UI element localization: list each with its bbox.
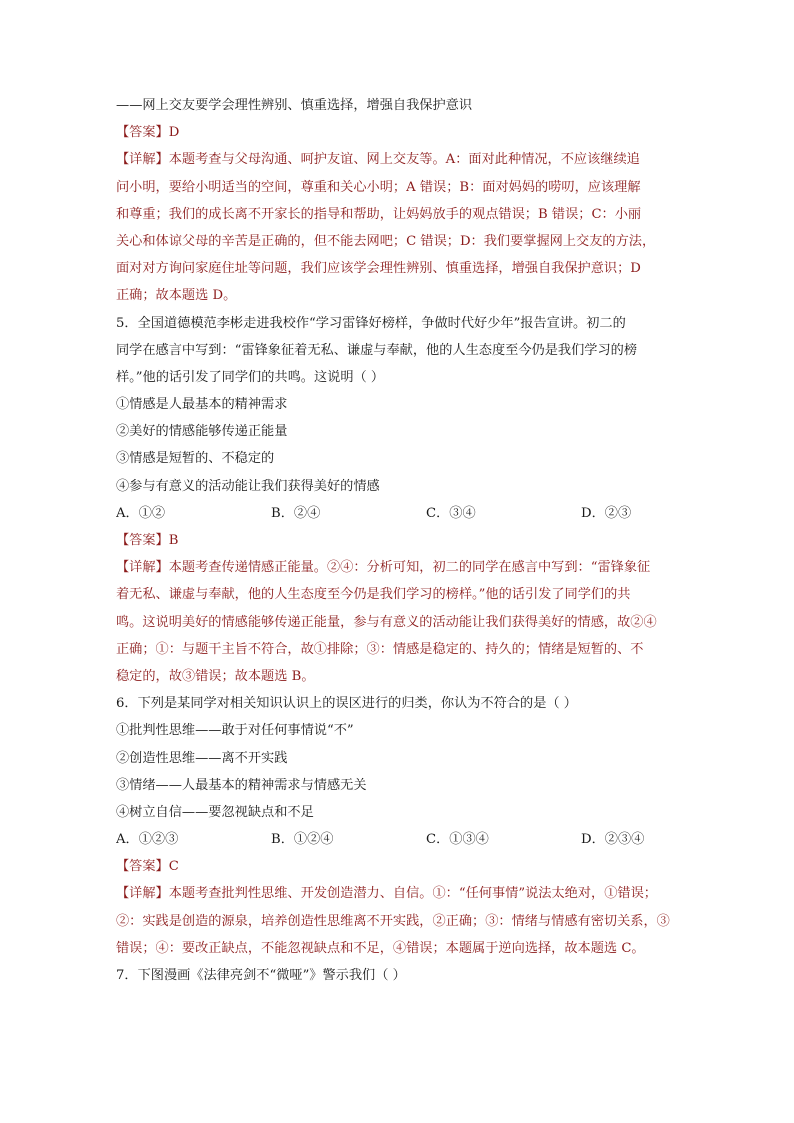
question-line: 6．下列是某同学对相关知识认识上的误区进行的归类，你认为不符合的是（ ） xyxy=(116,696,577,712)
statement-line: ④树立自信——要忽视缺点和不足 xyxy=(116,804,314,820)
statement-line: ④参与有意义的活动能让我们获得美好的情感 xyxy=(116,478,380,494)
answer-line: 【答案】C xyxy=(116,859,179,875)
option-d: D．②③ xyxy=(581,505,632,521)
option-c: C．③④ xyxy=(426,505,476,521)
explanation-line: 正确；①：与题干主旨不符合，故①排除；③：情感是稳定的、持久的；情绪是短暂的、不 xyxy=(116,641,644,657)
statement-line: ②创造性思维——离不开实践 xyxy=(116,750,288,766)
statement-line: ③情感是短暂的、不稳定的 xyxy=(116,451,275,467)
explanation-line: 稳定的，故③错误；故本题选 B。 xyxy=(116,668,315,684)
explanation-line: 和尊重；我们的成长离不开家长的指导和帮助，让妈妈放手的观点错误；B 错误；C：小丽 xyxy=(116,206,642,222)
statement-line: ②美好的情感能够传递正能量 xyxy=(116,424,288,440)
option-a: A．①② xyxy=(116,505,166,521)
explanation-line: ②：实践是创造的源泉，培养创造性思维离不开实践，②正确；③：情绪与情感有密切关系，③ xyxy=(116,913,670,929)
statement-line: ③情绪——人最基本的精神需求与情感无关 xyxy=(116,777,367,793)
explanation-line: 【详解】本题考查传递情感正能量。②④：分析可知，初二的同学在感言中写到：“雷锋象征 xyxy=(116,560,651,576)
answer-line: 【答案】D xyxy=(116,125,180,141)
option-b: B．②④ xyxy=(271,505,321,521)
option-a: A．①②③ xyxy=(116,832,179,848)
document-page xyxy=(116,92,676,989)
explanation-line: 问小明，要给小明适当的空间，尊重和关心小明；A 错误；B：面对妈妈的唠叨，应该理解 xyxy=(116,179,641,195)
question-line: 7．下图漫画《法律亮剑不“微哑”》警示我们（ ） xyxy=(116,968,406,983)
options-row xyxy=(116,500,676,527)
explanation-line: 着无私、谦虚与奉献，他的人生态度至今仍是我们学习的榜样。”他的话引发了同学们的共 xyxy=(116,587,631,603)
statement-line: ①批判性思维——敢于对任何事情说“不” xyxy=(116,723,354,739)
question-line: 样。”他的话引发了同学们的共鸣。这说明（ ） xyxy=(116,369,385,385)
option-d: D．②③④ xyxy=(581,832,645,848)
question-line: 5．全国道德模范李彬走进我校作“学习雷锋好榜样，争做时代好少年”报告宣讲。初二的 xyxy=(116,315,626,331)
option-c: C．①③④ xyxy=(426,832,489,848)
explanation-line: 正确；故本题选 D。 xyxy=(116,288,237,304)
explanation-line: 【详解】本题考查批判性思维、开发创造潜力、自信。①：“任何事情”说法太绝对，①错误； xyxy=(116,886,657,902)
option-b: B．①②④ xyxy=(271,832,334,848)
answer-line: 【答案】B xyxy=(116,533,179,548)
text-line: ——网上交友要学会理性辨别、慎重选择，增强自我保护意识 xyxy=(116,98,473,113)
explanation-line: 错误；④：要改正缺点，不能忽视缺点和不足，④错误；本题属于逆向选择，故本题选 C。 xyxy=(116,940,645,956)
question-line: 同学在感言中写到：“雷锋象征着无私、谦虚与奉献，他的人生态度至今仍是我们学习的榜 xyxy=(116,342,638,358)
explanation-line: 【详解】本题考查与父母沟通、呵护友谊、网上交友等。A：面对此种情况，不应该继续追 xyxy=(116,152,640,168)
explanation-line: 面对对方询问家庭住址等问题，我们应该学会理性辨别、慎重选择，增强自我保护意识；D xyxy=(116,261,641,277)
statement-line: ①情感是人最基本的精神需求 xyxy=(116,397,288,413)
explanation-line: 关心和体谅父母的辛苦是正确的，但不能去网吧；C 错误；D：我们要掌握网上交友的方法， xyxy=(116,233,656,249)
options-row xyxy=(116,826,676,853)
explanation-line: 鸣。这说明美好的情感能够传递正能量，参与有意义的活动能让我们获得美好的情感，故②④ xyxy=(116,614,657,630)
